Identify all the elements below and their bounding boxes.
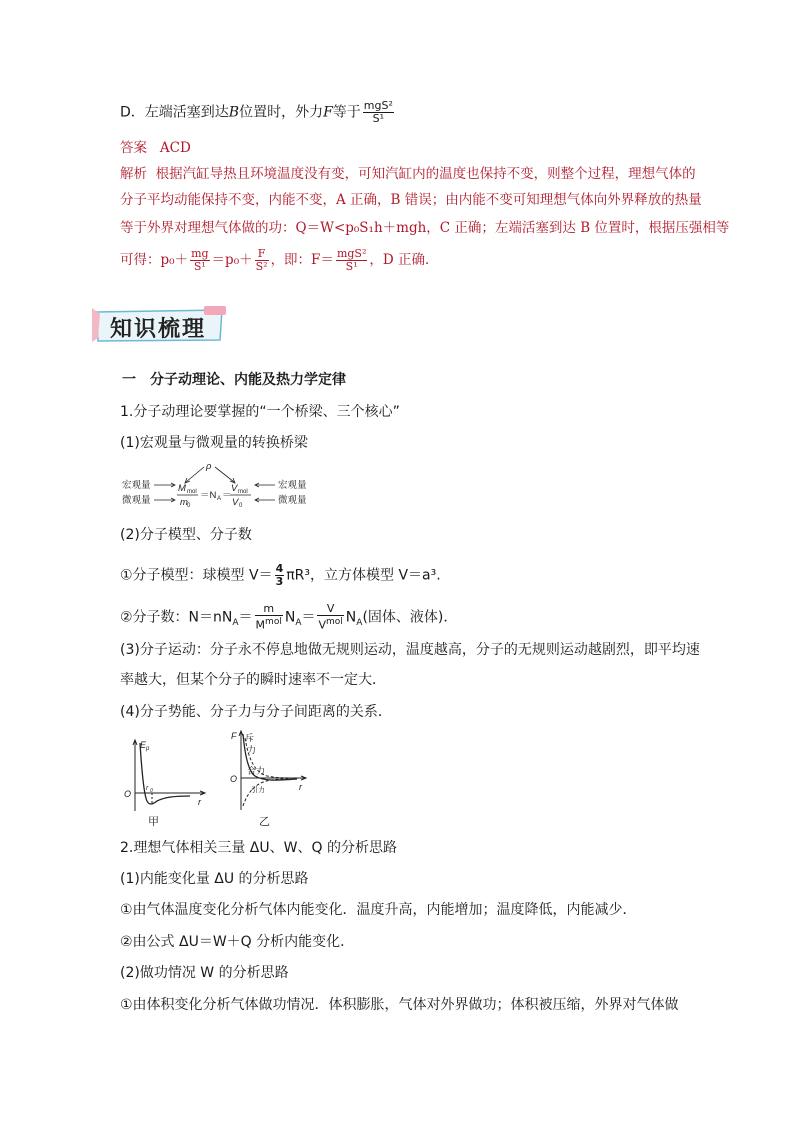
option-d-fraction: $\frac{\text{mgS²}}{\text{S¹}}$ (363, 99, 393, 125)
graph-a-caption: 甲 (148, 816, 159, 828)
option-d-suffix: 等于 (332, 104, 361, 121)
answer-label: 答案 (120, 140, 147, 156)
answer-value: ACD (159, 140, 191, 156)
item-1-3-line-2: 率越大，但某个分子的瞬时速率不一定大． (120, 672, 386, 688)
analysis-line-3: 等于外界对理想气体做的功：Q＝W<p₀S₁h＋mgh，C 正确；左端活塞到达 B 位置时，根据压强相等 (120, 220, 730, 236)
graph-b-origin: O (230, 774, 238, 784)
analysis-label: 解析 (120, 166, 147, 182)
item-2-2-title: (2)做功情况 W 的分析思路 (120, 965, 289, 981)
graph-b-y-label: F (231, 731, 237, 741)
analysis-line-4: 可得：p₀＋ $\frac{mg}{\text{S¹}}$ ＝p₀＋ $\frac{F}{\text{S²}}$ ，即：F＝ $\frac{\text{mgS²}}{\text{S¹}}$ ，D 正确． (120, 247, 439, 273)
bridge-right-top: 宏观量 (278, 480, 307, 491)
analysis-line-1: 解析 根据汽缸导热且环境温度没有变，可知汽缸内的温度也保持不变，则整个过程，理想气体的 (120, 166, 696, 182)
graph-molecular-force (225, 726, 315, 830)
svg-text:A: A (217, 496, 222, 502)
option-d (120, 100, 396, 125)
item-1-2-title: (2)分子模型、分子数 (120, 527, 252, 543)
bridge-v-mol: V (231, 483, 238, 494)
graph-b-attraction: 引力 (251, 787, 265, 794)
bridge-right-bottom: 微观量 (278, 495, 307, 506)
item-1-4-title: (4)分子势能、分子力与分子间距离的关系． (120, 704, 392, 720)
graph-b-x-label: r (299, 782, 302, 792)
svg-text:0: 0 (239, 503, 243, 509)
bridge-na: ＝N (200, 490, 217, 501)
bridge-rho: ρ (206, 461, 212, 472)
item-2-1-title: (1)内能变化量 ΔU 的分析思路 (120, 871, 309, 887)
item-2-1-a: ①由气体温度变化分析气体内能变化．温度升高，内能增加；温度降低，内能减少． (120, 902, 637, 918)
item-2-title: 2.理想气体相关三量 ΔU、W、Q 的分析思路 (120, 840, 397, 856)
svg-text:mol: mol (187, 489, 197, 495)
graph-potential-energy (120, 735, 210, 830)
bridge-v0: V (232, 497, 239, 508)
graph-b-repulsion: 斥 (245, 733, 255, 743)
bridge-m-mol: M (178, 483, 186, 494)
bridge-left-top: 宏观量 (122, 480, 151, 491)
item-2-1-b: ②由公式 ΔU＝W＋Q 分析内能变化． (120, 934, 355, 950)
option-d-middle: 位置时，外力 (239, 104, 324, 121)
heading-title: 知识梳理 (110, 316, 207, 342)
bridge-left-bottom: 微观量 (122, 495, 151, 506)
item-2-2-a: ①由体积变化分析气体做功情况．体积膨胀，气体对外界做功；体积被压缩，外界对气体做 (120, 997, 679, 1013)
molecule-count: ②分子数：$N=nN_A=$ $\frac{m}{M^{mol}}$ $N_A=$ $\frac{V}{V^{mol}}$ $N_A$(固体、液体)． (120, 602, 458, 632)
answer-line (120, 138, 191, 158)
graph-a-x-label: r (198, 797, 201, 807)
graph-b-repulsion-2: 力 (247, 745, 257, 755)
option-d-f: F (323, 104, 333, 121)
analysis-line-2: 分子平均动能保持不变，内能不变，A 正确，B 错误；由内能不变可知理想气体向外界释放的热量 (120, 192, 702, 208)
section-heading-badge (92, 306, 232, 344)
graph-a-r0: r (146, 785, 149, 792)
option-d-b: B (228, 104, 240, 121)
molecule-model: ①分子模型：球模型 V＝ $\frac{4}{3}$ πR³，立方体模型 V＝a³. (120, 562, 441, 588)
graph-a-y-label: E (140, 740, 147, 750)
section-1-title: 一 分子动理论、内能及热力学定律 (122, 372, 346, 388)
graph-b-caption: 乙 (259, 816, 270, 828)
graph-a-origin: O (124, 789, 132, 799)
heading-ribbon (204, 306, 226, 315)
bridge-diagram (120, 458, 320, 512)
bridge-m0: m (180, 497, 188, 508)
bridge-eq: ＝ (222, 490, 232, 501)
option-d-prefix: D．左端活塞到达 (120, 104, 229, 121)
item-1-title: 1.分子动理论要掌握的“一个桥梁、三个核心” (120, 404, 400, 420)
svg-text:mol: mol (238, 489, 248, 495)
svg-text:p: p (146, 746, 150, 752)
item-1-1-title: (1)宏观量与微观量的转换桥梁 (120, 435, 308, 451)
graph-b-resultant: 合力 (247, 766, 266, 776)
svg-text:0: 0 (187, 503, 191, 509)
item-1-3-line-1: (3)分子运动：分子永不停息地做无规则运动，温度越高，分子的无规则运动越剧烈，即平均速 (120, 642, 700, 658)
svg-text:0: 0 (150, 788, 153, 794)
